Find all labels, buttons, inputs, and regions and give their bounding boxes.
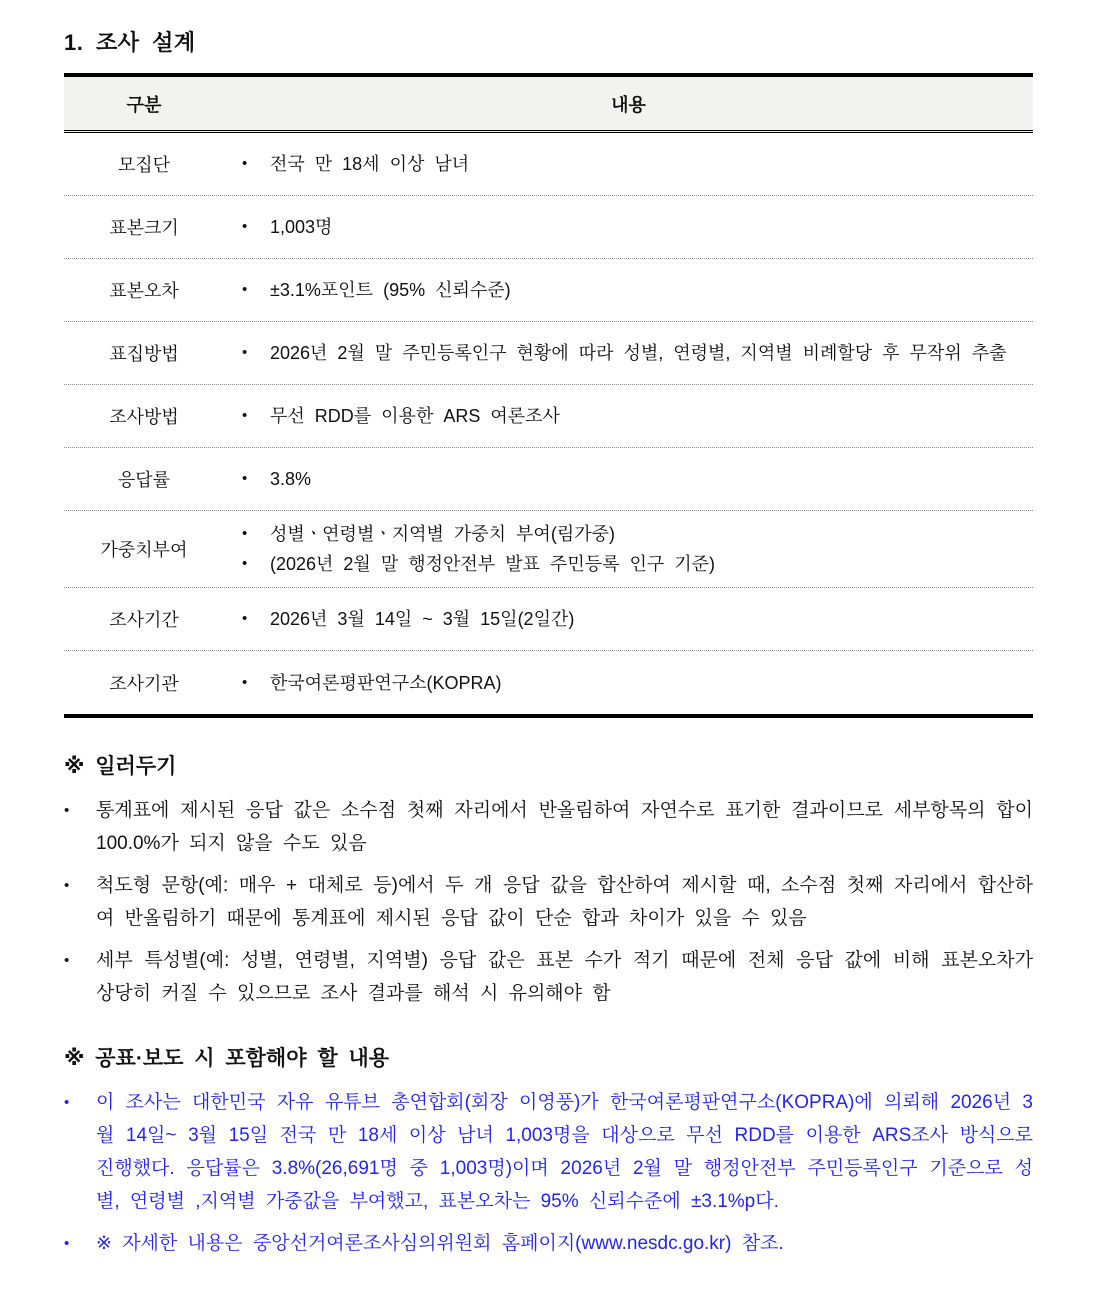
bullet-icon: • (64, 1235, 70, 1252)
bullet-icon: • (64, 877, 70, 894)
bullet-icon: • (242, 281, 248, 298)
disclosure-heading: ※ 공표·보도 시 포함해야 할 내용 (64, 1047, 390, 1070)
row-label: 표본크기 (109, 218, 179, 238)
table-header-content: 내용 (611, 94, 646, 115)
table-row (64, 259, 1033, 322)
disclosure-item (64, 1227, 1033, 1260)
row-content (224, 668, 1033, 698)
table-row (64, 385, 1033, 448)
note-text: 척도형 문항(예: 매우 + 대체로 등)에서 두 개 응답 값을 합산하여 제시할 때, 소수점 첫째 자리에서 합산하여 반올림하기 때문에 통계표에 제시된 응답 값이 단순 합과 차이가 있을 수 있음 (96, 875, 1033, 929)
row-item-text: 전국 만 18세 이상 남녀 (270, 154, 470, 174)
survey-design-table (64, 73, 1033, 718)
disclosure-item (64, 1086, 1033, 1218)
row-item-text: 2026년 3월 14일 ~ 3월 15일(2일간) (270, 609, 575, 629)
bullet-icon: • (64, 952, 70, 969)
row-label: 조사기관 (109, 673, 179, 694)
row-label: 조사방법 (109, 407, 179, 427)
table-row (64, 133, 1033, 196)
disclosure-text: 이 조사는 대한민국 자유 유튜브 총연합회(회장 이영풍)가 한국여론평판연구소(KOPRA)에 의뢰해 2026년 3월 14일~ 3월 15일 전국 만 18세 이상 남녀 1,003명을 대상으로 무선 RDD를 이용한 ARS조사 방식으로 진행했다. 응답률은 3.8%(26,691명 중 1,003명)이며 2026년 2월 말 행정안전부 주민등록인구 기준으로 성별, 연령별 ,지역별 가중값을 부여했고, 표본오차는 95% 신뢰수준에 ±3.1%p다. (96, 1092, 1033, 1212)
bullet-icon: • (242, 470, 248, 487)
bullet-icon: • (242, 407, 248, 424)
disclosure-reference-text: ※ 자세한 내용은 중앙선거여론조사심의위원회 홈페이지(www.nesdc.go.kr) 참조. (96, 1233, 784, 1254)
bullet-icon: • (242, 610, 248, 627)
row-item-text: 무선 RDD를 이용한 ARS 여론조사 (270, 406, 560, 426)
row-item-text: ±3.1%포인트 (95% 신뢰수준) (270, 280, 511, 300)
row-content (224, 275, 1033, 305)
table-row (64, 651, 1033, 714)
table-header-row (64, 77, 1033, 133)
table-row (64, 448, 1033, 511)
table-header-label: 구분 (126, 94, 162, 115)
row-item-text: 성별ㆍ연령별ㆍ지역별 가중치 부여(림가중) (270, 524, 615, 544)
row-label: 조사기간 (109, 610, 179, 630)
note-text: 통계표에 제시된 응답 값은 소수점 첫째 자리에서 반올림하여 자연수로 표기한 결과이므로 세부항목의 합이 100.0%가 되지 않을 수도 있음 (96, 800, 1033, 854)
table-row (64, 322, 1033, 385)
notes-heading: ※ 일러두기 (64, 755, 177, 778)
row-content (224, 519, 1033, 579)
bullet-icon: • (64, 1094, 70, 1111)
note-item (64, 944, 1033, 1010)
note-item (64, 794, 1033, 860)
row-item-text: 3.8% (270, 469, 312, 489)
bullet-icon: • (242, 218, 248, 235)
row-content (224, 149, 1033, 179)
bullet-icon: • (242, 344, 248, 361)
row-content (224, 401, 1033, 431)
row-item-text: 한국여론평판연구소(KOPRA) (270, 672, 502, 693)
note-item (64, 869, 1033, 935)
row-item-text: 2026년 2월 말 주민등록인구 현황에 따라 성별, 연령별, 지역별 비례할당 후 무작위 추출 (270, 343, 1007, 363)
row-label: 표집방법 (109, 344, 179, 364)
bullet-icon: • (242, 673, 248, 691)
bullet-icon: • (64, 802, 70, 819)
table-row (64, 588, 1033, 651)
row-label: 모집단 (117, 155, 171, 175)
row-label: 가중치부여 (100, 540, 188, 560)
bullet-icon: • (242, 525, 248, 542)
row-label: 응답률 (117, 470, 171, 490)
table-row (64, 196, 1033, 259)
bullet-icon: • (242, 555, 248, 572)
page-title: 1. 조사 설계 (64, 30, 196, 55)
table-row (64, 511, 1033, 588)
row-content (224, 212, 1033, 242)
bullet-icon: • (242, 155, 248, 172)
row-content (224, 604, 1033, 634)
row-label: 표본오차 (109, 281, 179, 301)
row-item-text: 1,003명 (270, 217, 333, 237)
row-content (224, 338, 1033, 368)
note-text: 세부 특성별(예: 성별, 연령별, 지역별) 응답 값은 표본 수가 적기 때문에 전체 응답 값에 비해 표본오차가 상당히 커질 수 있으므로 조사 결과를 해석 시 유의해야 함 (96, 950, 1033, 1004)
row-content (224, 464, 1033, 494)
row-item-text: (2026년 2월 말 행정안전부 발표 주민등록 인구 기준) (270, 554, 716, 574)
